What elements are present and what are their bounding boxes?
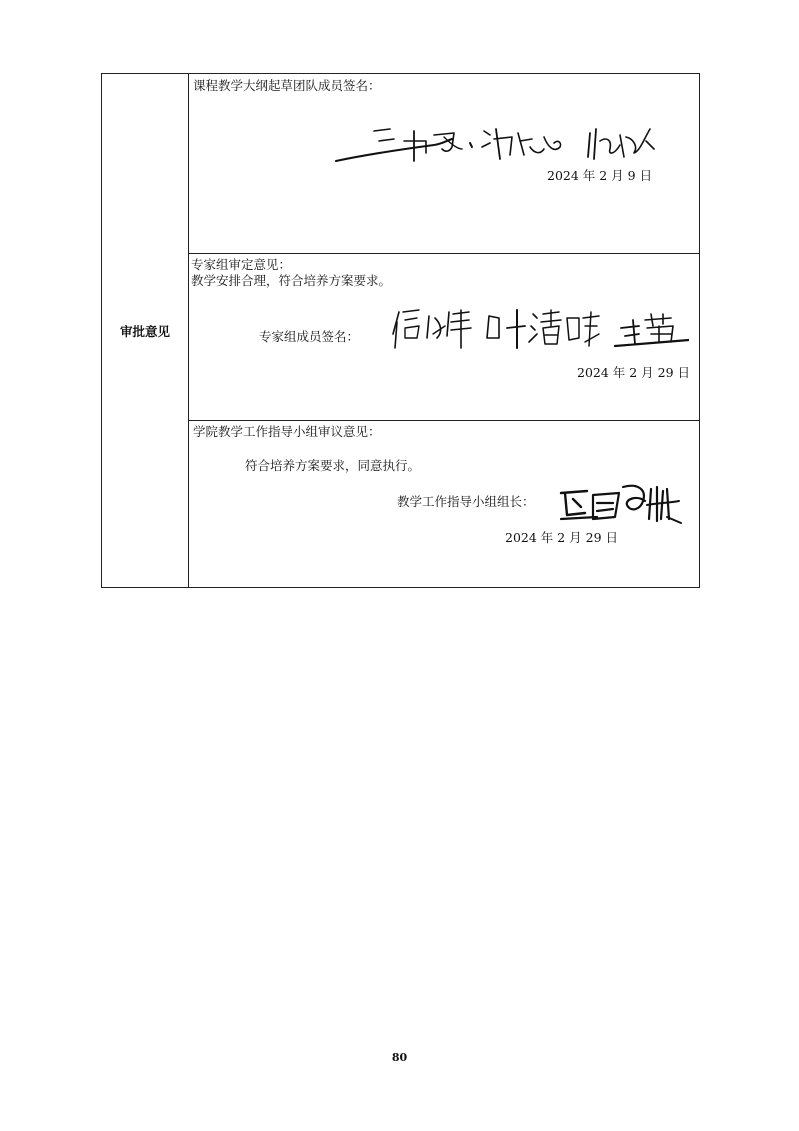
signature-1 xyxy=(561,486,681,523)
expert-group-opinion: 教学安排合理，符合培养方案要求。 xyxy=(191,273,392,288)
signature-3 xyxy=(588,129,654,159)
section-label: 审批意见 xyxy=(102,74,189,588)
drafting-team-signatures xyxy=(334,119,674,171)
signature-3 xyxy=(615,314,689,346)
page-number: 80 xyxy=(391,1051,408,1064)
signature-1 xyxy=(336,129,472,161)
signature-2 xyxy=(482,129,561,159)
expert-group-signatures xyxy=(389,304,689,354)
college-group-opinion: 符合培养方案要求，同意执行。 xyxy=(245,458,421,473)
drafting-team-cell xyxy=(189,74,700,254)
signature-1 xyxy=(393,310,471,348)
expert-group-signature-label: 专家组成员签名： xyxy=(259,329,360,344)
college-group-signature-label: 教学工作指导小组组长： xyxy=(397,494,535,509)
signature-2 xyxy=(487,310,599,348)
drafting-team-date: 2024 年 2 月 9 日 xyxy=(547,168,653,183)
college-group-cell xyxy=(189,421,700,588)
college-group-heading: 学院教学工作指导小组审议意见： xyxy=(193,424,381,439)
expert-group-cell xyxy=(189,254,700,421)
drafting-team-heading: 课程教学大纲起草团队成员签名： xyxy=(193,78,381,93)
college-group-date: 2024 年 2 月 29 日 xyxy=(505,530,619,545)
expert-group-heading: 专家组审定意见： xyxy=(191,257,292,272)
expert-group-date: 2024 年 2 月 29 日 xyxy=(577,365,691,380)
college-group-signature xyxy=(557,479,687,529)
approval-table xyxy=(101,73,700,588)
